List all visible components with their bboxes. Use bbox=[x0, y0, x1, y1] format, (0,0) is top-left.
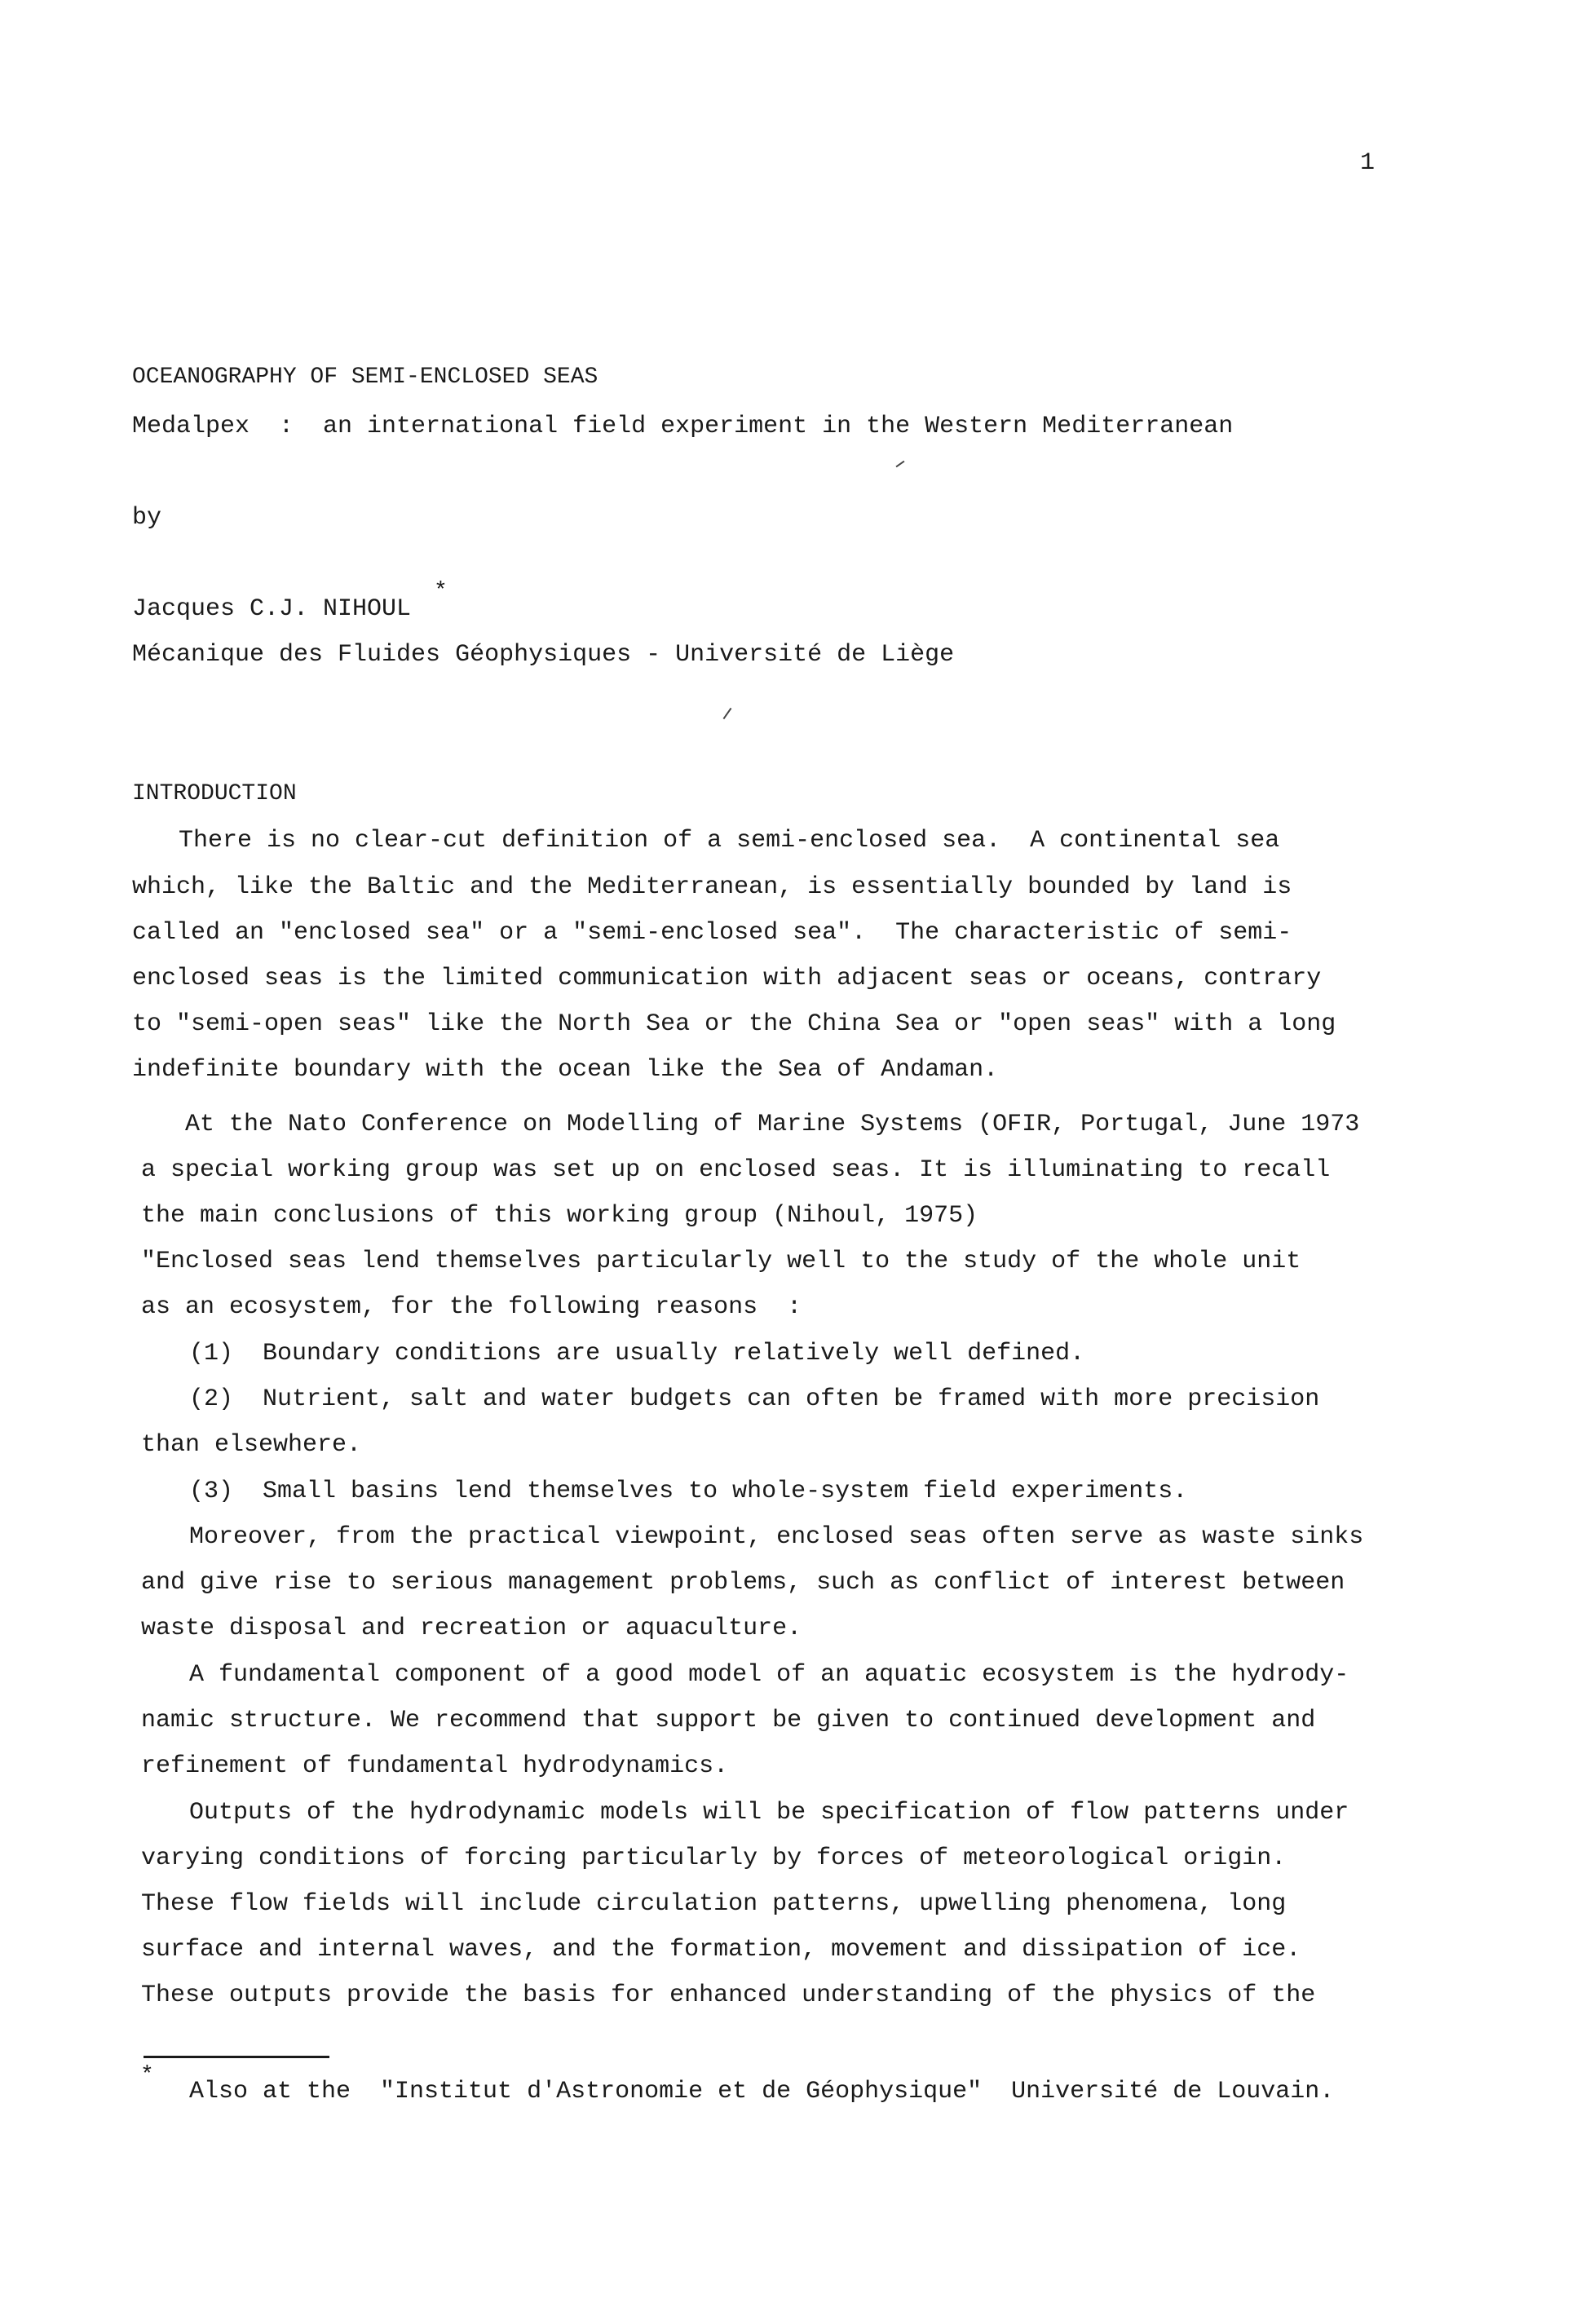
body-line: which, like the Baltic and the Mediterranean, is essentially bounded by land is bbox=[132, 873, 1292, 901]
list-item: (2) Nutrient, salt and water budgets can often be framed with more precision bbox=[189, 1385, 1320, 1413]
body-line: surface and internal waves, and the formation, movement and dissipation of ice. bbox=[141, 1936, 1301, 1964]
body-line: waste disposal and recreation or aquaculture. bbox=[141, 1615, 802, 1642]
section-heading-introduction: INTRODUCTION bbox=[132, 781, 297, 806]
footnote-text: Also at the "Institut d'Astronomie et de Géophysique" Université de Louvain. bbox=[189, 2078, 1335, 2105]
body-line: Moreover, from the practical viewpoint, enclosed seas often serve as waste sinks bbox=[189, 1523, 1364, 1551]
list-item: (3) Small basins lend themselves to whole-system field experiments. bbox=[189, 1478, 1188, 1505]
body-line: called an "enclosed sea" or a "semi-enclosed sea". The characteristic of semi- bbox=[132, 919, 1292, 947]
document-title: OCEANOGRAPHY OF SEMI-ENCLOSED SEAS bbox=[132, 365, 598, 390]
body-line: and give rise to serious management problems, such as conflict of interest between bbox=[141, 1569, 1345, 1597]
footnote-mark: * bbox=[140, 2063, 154, 2088]
stray-mark bbox=[723, 708, 732, 719]
body-line: These outputs provide the basis for enhanced understanding of the physics of the bbox=[141, 1982, 1316, 2009]
quote-line: "Enclosed seas lend themselves particularly well to the study of the whole unit bbox=[141, 1248, 1301, 1275]
body-line: Outputs of the hydrodynamic models will be specification of flow patterns under bbox=[189, 1799, 1349, 1827]
list-item-continued: than elsewhere. bbox=[141, 1431, 362, 1459]
document-subtitle: Medalpex : an international field experiment in the Western Mediterranean bbox=[132, 413, 1234, 440]
body-line: the main conclusions of this working group (Nihoul, 1975) bbox=[141, 1202, 978, 1230]
author-affiliation: Mécanique des Fluides Géophysiques - Université de Liège bbox=[132, 641, 955, 669]
body-line: refinement of fundamental hydrodynamics. bbox=[141, 1752, 729, 1780]
body-line: These flow fields will include circulation patterns, upwelling phenomena, long bbox=[141, 1890, 1287, 1918]
body-line: There is no clear-cut definition of a semi-enclosed sea. A continental sea bbox=[179, 827, 1280, 855]
body-line: enclosed seas is the limited communication with adjacent seas or oceans, contrary bbox=[132, 965, 1322, 992]
quote-line: as an ecosystem, for the following reasons : bbox=[141, 1293, 802, 1321]
list-item: (1) Boundary conditions are usually relatively well defined. bbox=[189, 1340, 1085, 1367]
body-line: to "semi-open seas" like the North Sea or the China Sea or "open seas" with a long bbox=[132, 1010, 1336, 1038]
body-line: namic structure. We recommend that support be given to continued development and bbox=[141, 1707, 1316, 1734]
author-name: Jacques C.J. NIHOUL bbox=[132, 595, 412, 623]
byline: by bbox=[132, 504, 162, 532]
stray-mark bbox=[896, 461, 905, 468]
body-line: indefinite boundary with the ocean like the Sea of Andaman. bbox=[132, 1056, 999, 1084]
author-footnote-mark: * bbox=[434, 579, 448, 604]
body-line: A fundamental component of a good model of an aquatic ecosystem is the hydrody- bbox=[189, 1661, 1349, 1689]
page-number: 1 bbox=[1360, 149, 1376, 177]
body-line: varying conditions of forcing particularly by forces of meteorological origin. bbox=[141, 1845, 1287, 1872]
footnote-rule bbox=[144, 2056, 329, 2058]
body-line: At the Nato Conference on Modelling of Marine Systems (OFIR, Portugal, June 1973 bbox=[185, 1111, 1360, 1138]
body-line: a special working group was set up on enclosed seas. It is illuminating to recall bbox=[141, 1156, 1331, 1184]
